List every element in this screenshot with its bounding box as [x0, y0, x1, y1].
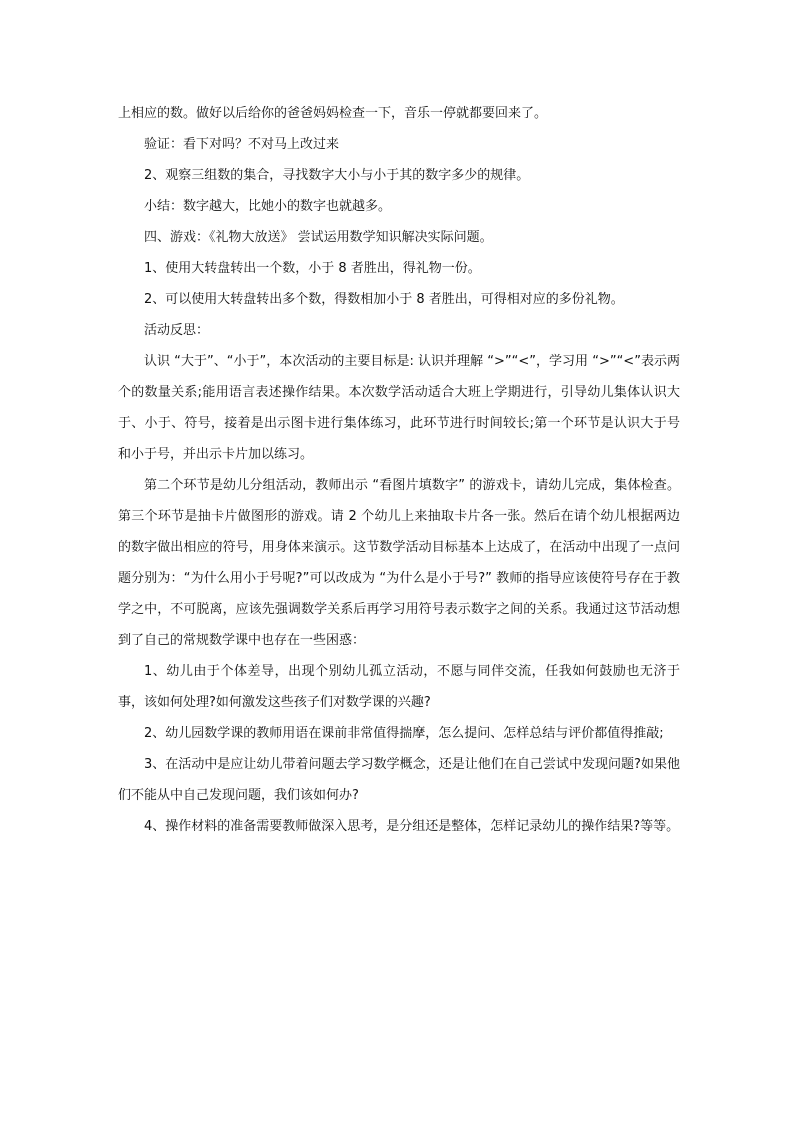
paragraph-verification: 验证：看下对吗？不对马上改过来	[144, 137, 340, 152]
paragraph-summary: 小结：数字越大，比她小的数字也就越多。	[144, 199, 392, 214]
paragraph-observe-sets: 2、观察三组数的集合，寻找数字大小与小于其的数字多少的规律。	[144, 168, 530, 183]
paragraph-game-heading: 四、游戏：《礼物大放送》 尝试运用数学知识解决实际问题。	[144, 230, 493, 245]
paragraph-question-1: 1、幼儿由于个体差导，出现个别幼儿孤立活动，不愿与同伴交流，任我如何鼓励也无济于事，该如何处理?如何激发这些孩子们对数学课的兴趣?	[118, 664, 680, 710]
document-body	[118, 98, 680, 842]
paragraph-continuation: 上相应的数。做好以后给你的爸爸妈妈检查一下，音乐一停就都要回来了。	[118, 106, 548, 121]
paragraph-reflection-1: 认识 “大于”、“小于”，本次活动的主要目标是: 认识并理解 “>”“<”，学习用 “>”“<”表示两个的数量关系;能用语言表述操作结果。本次数学活动适合大班上学期进行，引导幼儿集体认识大于、小于、符号，接着是出示图卡进行集体练习，此环节进行时间较长;第一个环节是认识大于号和小于号，并出示卡片加以练习。	[118, 354, 680, 462]
paragraph-game-rule-1: 1、使用大转盘转出一个数，小于 8 者胜出，得礼物一份。	[144, 261, 481, 276]
paragraph-reflection-2: 第二个环节是幼儿分组活动，教师出示 “看图片填数字” 的游戏卡，请幼儿完成，集体检查。第三个环节是抽卡片做图形的游戏。请 2 个幼儿上来抽取卡片各一张。然后在请个幼儿根据两边的数字做出相应的符号，用身体来演示。这节数学活动目标基本上达成了，在活动中出现了一点问题分别为：“为什么用小于号呢?”可以改成为 “为什么是小于号?” 教师的指导应该使符号存在于教学之中，不可脱离，应该先强调数学关系后再学习用符号表示数字之间的关系。我通过这节活动想到了自己的常规数学课中也存在一些困惑：	[118, 478, 680, 648]
paragraph-question-2: 2、幼儿园数学课的教师用语在课前非常值得揣摩，怎么提问、怎样总结与评价都值得推敲;	[144, 726, 664, 741]
paragraph-game-rule-2: 2、可以使用大转盘转出多个数，得数相加小于 8 者胜出，可得相对应的多份礼物。	[144, 292, 624, 307]
paragraph-question-3: 3、在活动中是应让幼儿带着问题去学习数学概念，还是让他们在自己尝试中发现问题?如果他们不能从中自己发现问题，我们该如何办?	[118, 757, 680, 803]
paragraph-reflection-heading: 活动反思：	[144, 323, 210, 338]
paragraph-question-4: 4、操作材料的准备需要教师做深入思考，是分组还是整体，怎样记录幼儿的操作结果?等等。	[144, 819, 680, 834]
